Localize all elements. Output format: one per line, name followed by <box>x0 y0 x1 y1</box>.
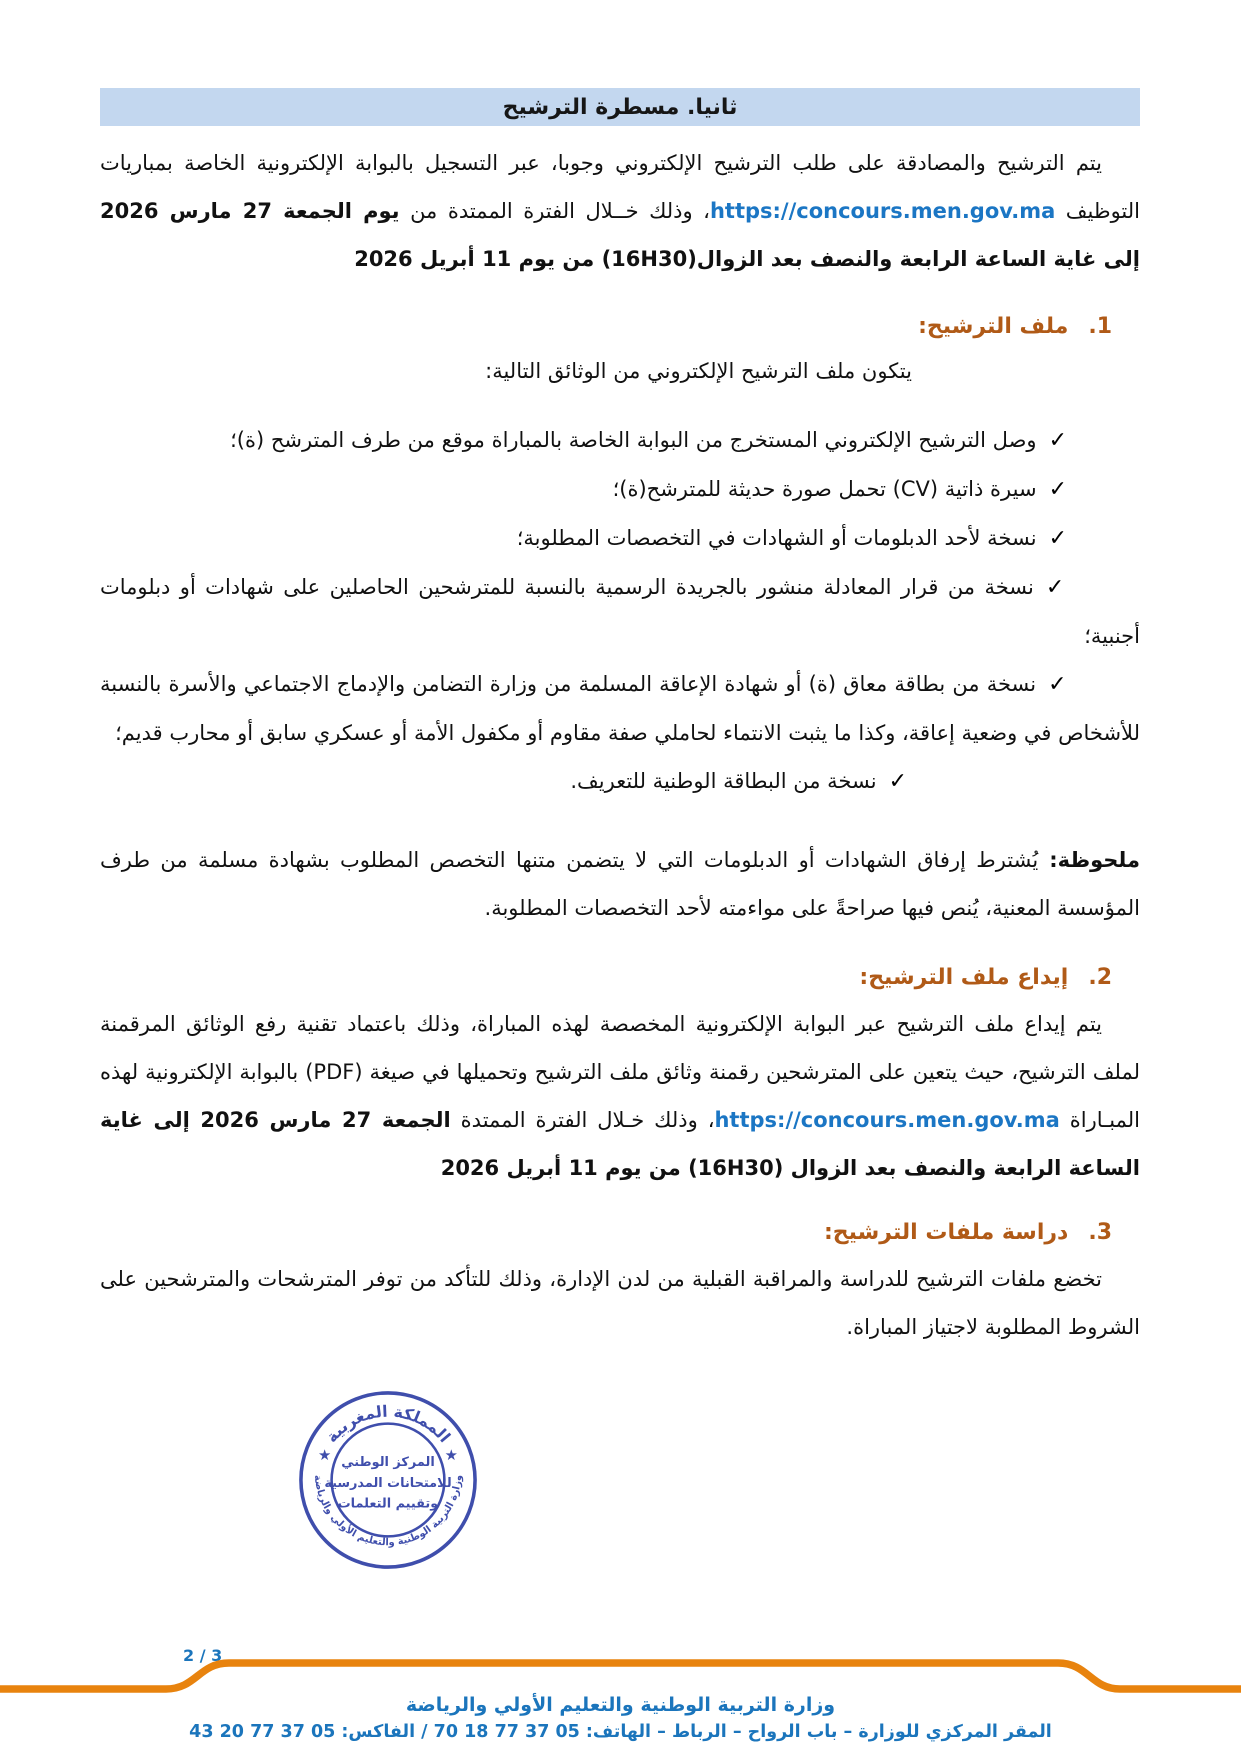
checklist-item-text: نسخة من قرار المعادلة منشور بالجريدة الرسمية بالنسبة للمترشحين الحاصلين على شهادات أو دبلومات أجنبية؛ <box>100 575 1140 648</box>
intro-paragraph <box>100 139 1140 283</box>
footer-ministry-name: وزارة التربية الوطنية والتعليم الأولي والرياضة <box>405 1694 836 1716</box>
section-3-number: 3. <box>1088 1220 1112 1245</box>
section-3-title: دراسة ملفات الترشيح: <box>823 1220 1069 1245</box>
checklist-item-text: وصل الترشيح الإلكتروني المستخرج من البوابة الخاصة بالمباراة موقع من طرف المترشح (ة)؛ <box>230 428 1037 452</box>
stamp-right-star-icon: ★ <box>444 1447 458 1465</box>
checkmark-icon: ✓ <box>1048 477 1067 502</box>
note-paragraph <box>100 836 1140 932</box>
section-1-heading <box>100 307 1140 347</box>
required-documents-checklist <box>100 416 1140 806</box>
text-segment: يُشترط إرفاق الشهادات أو الدبلومات التي لا يتضمن متنها التخصص المطلوب بشهادة مسلمة من طرف المؤسسة المعنية، يُنص فيها صراحةً على مواءمته لأحد التخصصات المطلوبة. <box>100 848 1140 920</box>
checklist-item-text: نسخة من البطاقة الوطنية للتعريف. <box>570 769 877 793</box>
section-2-heading <box>100 958 1140 998</box>
checklist-item <box>100 660 1140 757</box>
checkmark-icon: ✓ <box>1048 428 1067 453</box>
checklist-item <box>100 416 1140 465</box>
checkmark-icon: ✓ <box>1045 575 1068 600</box>
review-paragraph: تخضع ملفات الترشيح للدراسة والمراقبة القبلية من لدن الإدارة، وذلك للتأكد من توفر المترشحات والمترشحين على الشروط المطلوبة لاجتياز المباراة. <box>100 1267 1140 1339</box>
stamp-center-line-3: وتقييم التعلمات <box>337 1496 439 1512</box>
checkmark-icon: ✓ <box>888 769 907 794</box>
text-segment: الجمعة 27 مارس 2026 إلى غاية الساعة الرابعة والنصف بعد الزوال (16H30) من يوم 11 أبريل 2026 <box>100 1108 1140 1180</box>
checkmark-icon: ✓ <box>1048 526 1067 551</box>
text-segment: يتم الترشيح والمصادقة على طلب الترشيح الإلكتروني وجوبا، عبر التسجيل بالبوابة الإلكترونية الخاصة بمباريات التوظيف <box>100 151 1140 223</box>
section-banner <box>100 88 1140 126</box>
document-body <box>0 88 1241 1351</box>
section-1-intro: يتكون ملف الترشيح الإلكتروني من الوثائق التالية: <box>485 359 912 383</box>
checklist-item-text: سيرة ذاتية (CV) تحمل صورة حديثة للمترشح(ة)؛ <box>612 477 1037 501</box>
text-segment: يوم الجمعة 27 مارس 2026 إلى غاية الساعة الرابعة والنصف بعد الزوال(16H30) من يوم 11 أبريل 2026 <box>100 199 1140 271</box>
section-3-heading <box>100 1213 1140 1253</box>
section-2-number: 2. <box>1088 965 1112 990</box>
footer-address-phone: المقر المركزي للوزارة – باب الرواح – الرباط – الهاتف: 05 37 77 18 70 / الفاكس: 05 37 77 20 43 <box>189 1722 1052 1742</box>
deposit-paragraph <box>100 1000 1140 1192</box>
stamp-left-star-icon: ★ <box>318 1447 332 1465</box>
text-segment: ، وذلك خـلال الفترة الممتدة <box>450 1108 715 1132</box>
portal-url-link[interactable]: https://concours.men.gov.ma <box>714 1108 1060 1132</box>
stamp-center-line-2: للامتحانات المدرسية <box>324 1475 452 1491</box>
text-segment: ملحوظة: <box>1038 848 1140 872</box>
checklist-item <box>100 514 1140 563</box>
text-segment: ، وذلك خــلال الفترة الممتدة من <box>399 199 710 223</box>
section-1-title: ملف الترشيح: <box>918 314 1069 339</box>
stamp-bottom-arc-text: وزارة التربية الوطنية والتعليم الأولي والرياضة <box>311 1474 465 1549</box>
official-round-stamp <box>294 1386 482 1574</box>
checklist-item <box>100 465 1140 514</box>
section-1-number: 1. <box>1088 314 1112 339</box>
stamp-top-arc-text: المملكة المغربية <box>321 1401 455 1447</box>
page-number: 2 / 3 <box>183 1646 223 1665</box>
portal-url-link[interactable]: https://concours.men.gov.ma <box>709 199 1056 223</box>
checklist-item <box>100 757 1140 806</box>
text-segment: يتم إيداع ملف الترشيح عبر البوابة الإلكترونية المخصصة لهذه المباراة، وذلك باعتماد تقنية رفع الوثائق المرقمنة لملف الترشيح، حيث يتعين على المترشحين رقمنة وثائق ملف الترشيح وتحميلها في صيغة (PDF) بالبوابة الإلكترونية لهذه المبـاراة <box>100 1012 1140 1132</box>
stamp-center-line-1: المركز الوطني <box>341 1455 435 1471</box>
checkmark-icon: ✓ <box>1048 672 1067 697</box>
checklist-item-text: نسخة من بطاقة معاق (ة) أو شهادة الإعاقة المسلمة من وزارة التضامن والإدماج الاجتماعي والأسرة بالنسبة للأشخاص في وضعية إعاقة، وكذا ما يثبت الانتماء لحاملي صفة مقاوم أو مكفول الأمة أو عسكري سابق أو محارب قديم؛ <box>100 672 1140 745</box>
checklist-item-text: نسخة لأحد الدبلومات أو الشهادات في التخصصات المطلوبة؛ <box>516 526 1037 550</box>
footer-orange-divider <box>0 1656 1241 1698</box>
section-2-title: إيداع ملف الترشيح: <box>859 965 1069 990</box>
banner-title: ثانيا. مسطرة الترشيح <box>502 94 738 120</box>
checklist-item <box>100 563 1140 660</box>
